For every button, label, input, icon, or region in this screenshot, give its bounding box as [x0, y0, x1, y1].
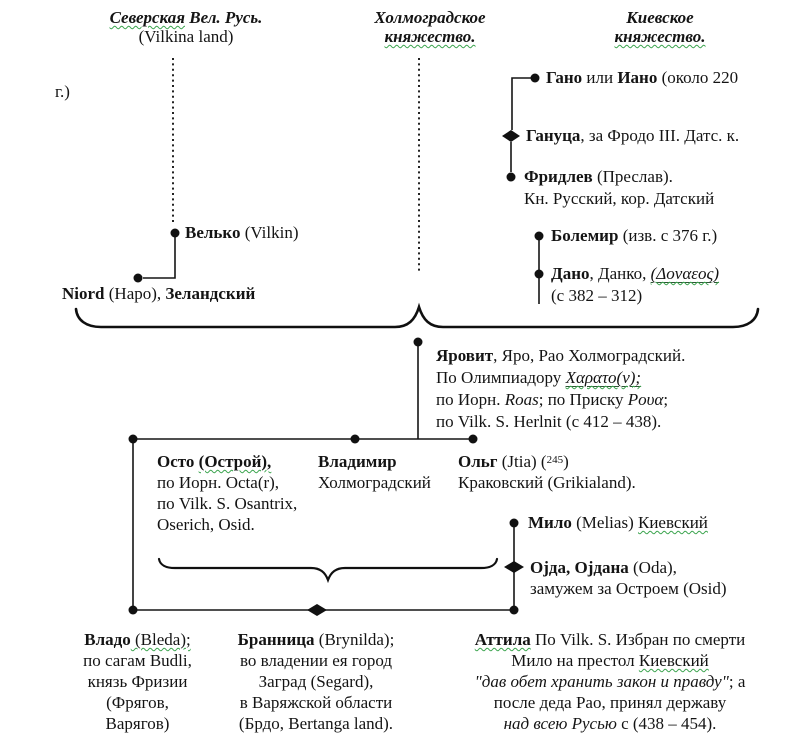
person-name: Гано — [546, 68, 583, 87]
text-line: по сагам Budli, — [83, 651, 192, 670]
niord-marker — [134, 274, 143, 283]
text: по Иорн. — [436, 390, 505, 409]
node-milo — [528, 512, 708, 534]
person-name: Гануца — [526, 126, 581, 145]
text-line: замужем за Остроем (Osid) — [530, 579, 727, 598]
text-line: после деда Рао, принял державу — [493, 693, 727, 712]
text — [651, 264, 719, 283]
text: (Преслав). — [592, 167, 673, 186]
osto-marker — [129, 435, 138, 444]
text-line — [443, 671, 777, 692]
gano-elbow-line — [512, 78, 535, 130]
generation-brace-main — [76, 307, 758, 327]
fridlev-marker — [507, 173, 516, 182]
text-line — [443, 713, 777, 734]
header-text: княжество. — [384, 27, 476, 46]
text — [566, 368, 642, 387]
header-line: Киевское — [626, 8, 694, 27]
dano-marker — [535, 270, 544, 279]
node-olg — [458, 451, 636, 493]
ojda-marriage-diamond — [504, 561, 524, 573]
person-name: Мило — [528, 513, 572, 532]
osto-ojda-brace — [159, 559, 497, 580]
wrapped-text-fragment: г.) — [55, 82, 70, 101]
text: (Melias) — [571, 513, 638, 532]
text-line: в Варяжской области — [239, 693, 393, 712]
person-name: Осто — [157, 452, 199, 471]
text: (Vilkin) — [240, 223, 299, 242]
text: ; по Приску — [538, 390, 628, 409]
attila-marker — [510, 606, 519, 615]
greek-name: Χαρατο(ν); — [565, 368, 642, 387]
node-yarovit — [436, 345, 685, 433]
person-name-alt: (Острой), — [198, 452, 272, 471]
node-fridlev — [524, 166, 714, 210]
text-line: (Фрягов, — [106, 693, 169, 712]
ganuca-marriage-diamond — [502, 130, 520, 142]
text: Киевский — [638, 651, 709, 670]
person-name: Яровит — [436, 346, 494, 365]
text-line — [443, 650, 777, 671]
text: , за Фродо III. Датс. к. — [580, 126, 740, 145]
header-text: Северская — [109, 8, 185, 27]
text: над всею Русью — [503, 714, 617, 733]
header-line — [560, 27, 760, 46]
text: (около 220 — [657, 68, 739, 87]
vladimir-marker — [351, 435, 360, 444]
text-line: (с 382 – 312) — [551, 286, 643, 305]
header-line — [330, 27, 530, 46]
node-ojda — [530, 557, 727, 599]
text-line: Oserich, Osid. — [157, 515, 255, 534]
text: ; — [663, 390, 669, 409]
text: (Bleda); — [130, 630, 191, 649]
brannitsa-marriage-diamond — [307, 604, 327, 616]
text: (Jtia) ( — [497, 452, 547, 471]
node-velko — [185, 222, 298, 244]
text-line — [530, 557, 727, 578]
text-line — [436, 345, 685, 367]
node-niord — [62, 283, 255, 305]
person-name: Бранница — [237, 630, 315, 649]
text: (Brynilda); — [314, 630, 395, 649]
quote-text: "дав обет хранить закон и правду" — [474, 672, 729, 691]
column-header-kiev — [560, 8, 760, 46]
person-name: Ольг — [458, 452, 498, 471]
vlado-marker — [129, 606, 138, 615]
text-line: по Vilk. S. Herlnit (с 412 – 438). — [436, 412, 662, 431]
person-name: Велько — [185, 223, 241, 242]
greek-name: (Δοναεος) — [650, 264, 720, 283]
footnote-number: 245 — [546, 454, 564, 466]
text-line — [551, 263, 719, 285]
text: (изв. с 376 г.) — [618, 226, 718, 245]
text: , Яро, Рао Холмоградский. — [493, 346, 686, 365]
header-text: Вел. Русь. — [185, 8, 263, 27]
text-line: Варягов) — [105, 714, 170, 733]
column-header-kholmograd — [330, 8, 530, 46]
node-vlado — [50, 629, 225, 734]
text: ) — [563, 452, 569, 471]
text-line — [443, 629, 777, 650]
text-line — [436, 367, 685, 389]
greek-name: Ρουα — [627, 390, 664, 409]
text: (Наро), — [104, 284, 166, 303]
person-name: Аттила — [474, 630, 531, 649]
text-line: Холмоградский — [318, 473, 431, 492]
person-name: Иано — [617, 68, 658, 87]
text: По Олимпиадору — [436, 368, 566, 387]
text-line: (Брдо, Bertanga land). — [238, 714, 394, 733]
yarovit-marker — [414, 338, 423, 347]
velko-niord-elbow — [143, 237, 175, 278]
header-line — [86, 8, 286, 27]
header-line: Холмоградское — [374, 8, 486, 27]
person-name: Оjда, Оjдана — [530, 558, 629, 577]
latin-name: Roas — [504, 390, 539, 409]
person-name: Владо — [84, 630, 131, 649]
node-vladimir — [318, 451, 431, 493]
text-line: по Иорн. Octa(r), — [157, 473, 280, 492]
text-line — [213, 629, 419, 650]
marriage-brace — [159, 559, 497, 580]
text: с (438 – 454). — [616, 714, 717, 733]
text-line: Краковский (Grikialand). — [458, 473, 636, 492]
text: ; а — [728, 672, 746, 691]
text-line — [157, 451, 297, 472]
person-name: Niord — [62, 284, 105, 303]
node-attila — [443, 629, 777, 734]
person-epithet: Зеландский — [165, 284, 256, 303]
header-subtitle: (Vilkina land) — [138, 27, 234, 46]
person-name: Владимир — [318, 452, 397, 471]
person-name: Дано — [551, 264, 590, 283]
text: (Oda), — [628, 558, 677, 577]
text-line: по Vilk. S. Osantrix, — [157, 494, 298, 513]
text: По Vilk. S. Избран по смерти — [530, 630, 746, 649]
node-brannitsa — [213, 629, 419, 734]
text: , Данко, — [589, 264, 651, 283]
text-line: Заград (Segard), — [258, 672, 374, 691]
milo-marker — [510, 519, 519, 528]
olg-marker — [469, 435, 478, 444]
text: Мило на престол — [511, 651, 639, 670]
person-name: Фридлев — [524, 167, 593, 186]
text-line — [436, 389, 685, 411]
node-osto — [157, 451, 297, 535]
main-brace — [76, 307, 758, 327]
header-text: княжество. — [614, 27, 706, 46]
column-header-severskaya — [86, 8, 286, 46]
person-epithet: Киевский — [637, 513, 708, 532]
text-line: Кн. Русский, кор. Датский — [524, 189, 715, 208]
node-dano — [551, 263, 719, 307]
gano-marker — [531, 74, 540, 83]
node-ganuca — [526, 125, 739, 147]
text-line — [50, 629, 225, 650]
text-line: во владении ея город — [239, 651, 393, 670]
text: или — [582, 68, 618, 87]
text-line — [524, 166, 714, 188]
person-name: Болемир — [551, 226, 619, 245]
text-line — [458, 451, 636, 472]
node-gano — [546, 67, 738, 89]
node-bolemir — [551, 225, 717, 247]
text-line: князь Фризии — [87, 672, 188, 691]
velko-marker — [171, 229, 180, 238]
bolemir-marker — [535, 232, 544, 241]
